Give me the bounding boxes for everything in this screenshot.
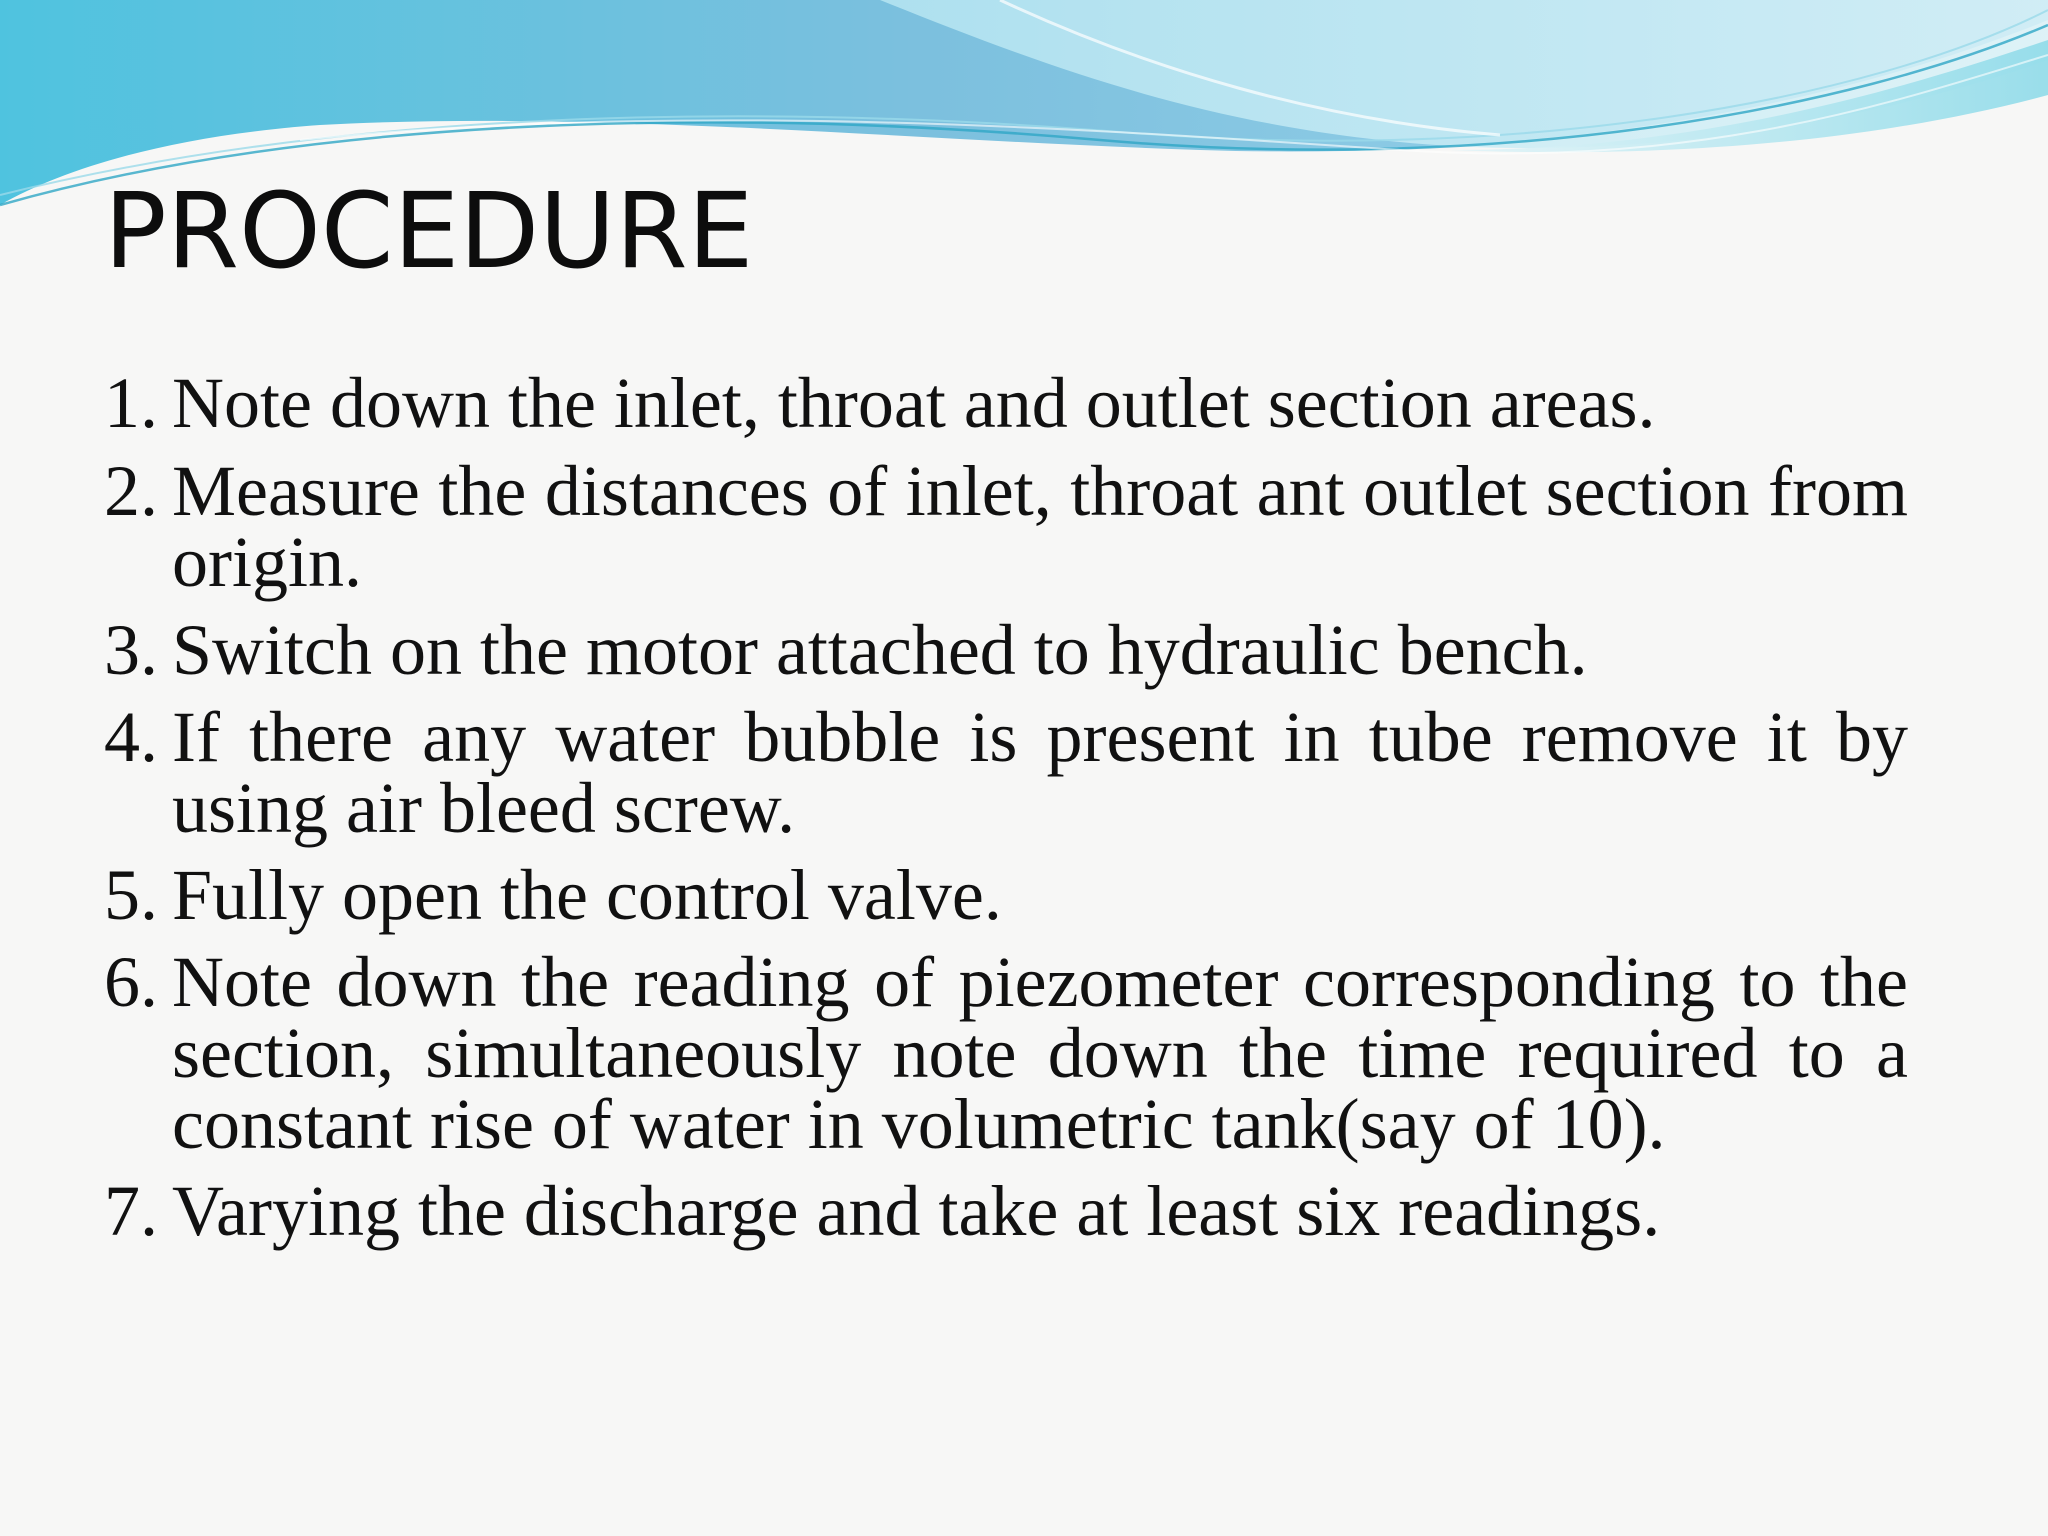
procedure-step: [104, 855, 1908, 935]
step-text: Fully open the control valve.: [172, 855, 1002, 935]
step-text: Note down the inlet, throat and outlet section areas.: [172, 363, 1656, 443]
procedure-step: [104, 942, 1908, 1164]
step-text: If there any water bubble is present in tube remove it by using air bleed screw.: [172, 697, 1908, 848]
step-number: 2.: [104, 451, 158, 531]
step-number: 3.: [104, 610, 158, 690]
step-text: Note down the reading of piezometer corresponding to the section, simultaneously note down the time required to a constant rise of water in volumetric tank(say of 10).: [172, 942, 1908, 1164]
slide-title: PROCEDURE: [104, 170, 754, 292]
procedure-step: [104, 610, 1908, 690]
step-number: 7.: [104, 1171, 158, 1251]
procedure-step: [104, 451, 1908, 602]
step-text: Measure the distances of inlet, throat ant outlet section from origin.: [172, 451, 1908, 602]
procedure-step: [104, 363, 1908, 443]
procedure-step-list: [104, 363, 1908, 1263]
step-number: 4.: [104, 697, 158, 777]
step-text: Switch on the motor attached to hydraulic bench.: [172, 610, 1588, 690]
step-text: Varying the discharge and take at least six readings.: [172, 1171, 1661, 1251]
procedure-step: [104, 1171, 1908, 1251]
procedure-step: [104, 697, 1908, 848]
step-number: 5.: [104, 855, 158, 935]
step-number: 6.: [104, 942, 158, 1022]
step-number: 1.: [104, 363, 158, 443]
